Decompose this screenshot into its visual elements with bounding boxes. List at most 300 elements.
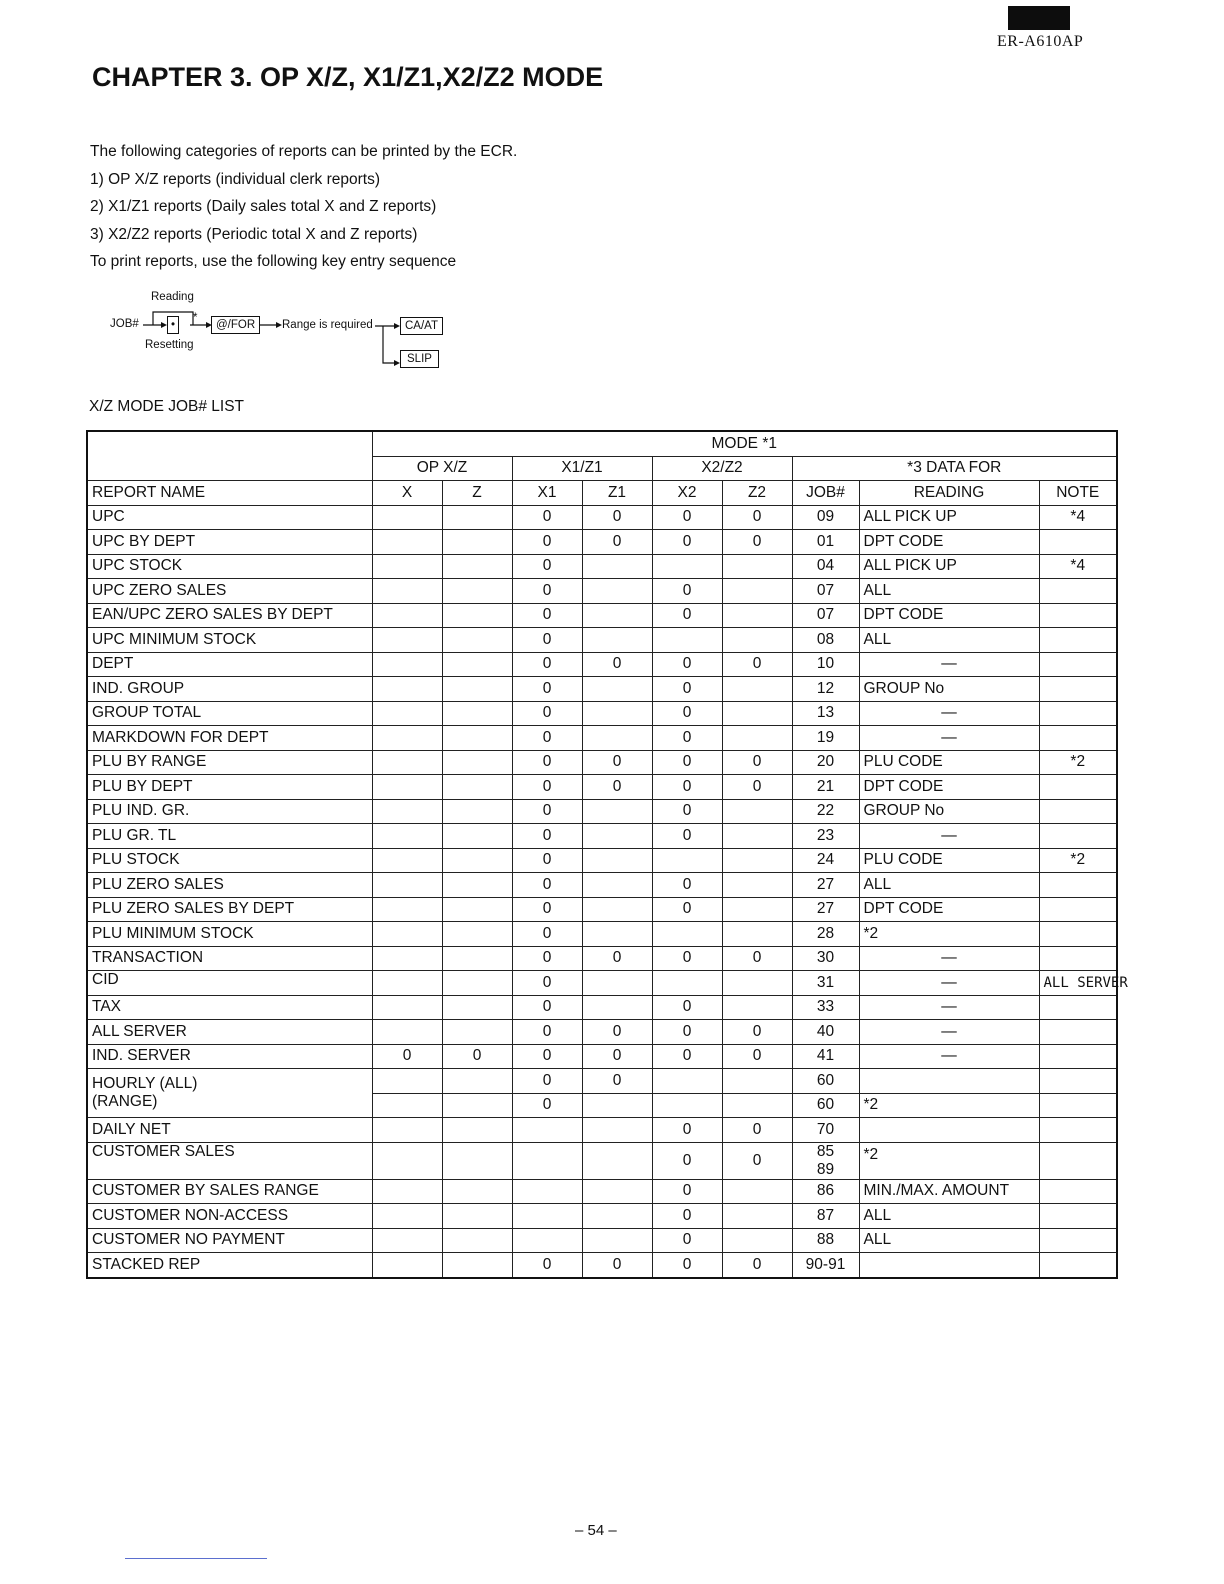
note-cell xyxy=(1039,677,1117,702)
cell xyxy=(372,799,442,824)
cell: 0 xyxy=(722,1253,792,1278)
cell: 0 xyxy=(652,1228,722,1253)
cell xyxy=(722,579,792,604)
cell xyxy=(372,1020,442,1045)
cell xyxy=(582,824,652,849)
cell xyxy=(582,971,652,996)
cell: 0 xyxy=(512,995,582,1020)
cell: 0 xyxy=(652,1179,722,1204)
cell: 0 xyxy=(512,1069,582,1094)
report-name: PLU ZERO SALES BY DEPT xyxy=(87,897,372,922)
cell xyxy=(582,726,652,751)
report-name: CUSTOMER NON-ACCESS xyxy=(87,1204,372,1229)
report-name: UPC MINIMUM STOCK xyxy=(87,628,372,653)
note-cell xyxy=(1039,1179,1117,1204)
job-number: 04 xyxy=(792,554,859,579)
cell xyxy=(582,873,652,898)
cell xyxy=(372,628,442,653)
cell: 0 xyxy=(512,1093,582,1118)
cell: 0 xyxy=(722,775,792,800)
cell xyxy=(372,1093,442,1118)
cell xyxy=(582,1228,652,1253)
job-list-table xyxy=(86,430,1128,1279)
cell: 0 xyxy=(652,897,722,922)
cell xyxy=(722,1179,792,1204)
report-name: CID xyxy=(87,971,372,996)
cell xyxy=(582,1142,652,1179)
note-cell xyxy=(1039,946,1117,971)
table-row xyxy=(87,750,1117,775)
cell xyxy=(582,1118,652,1143)
cell xyxy=(512,1179,582,1204)
cell: 0 xyxy=(512,971,582,996)
report-name: TAX xyxy=(87,995,372,1020)
reading-cell: ALL xyxy=(859,1228,1039,1253)
cell xyxy=(372,1118,442,1143)
cell: 0 xyxy=(652,946,722,971)
cell: 0 xyxy=(652,1204,722,1229)
cell: 0 xyxy=(582,505,652,530)
reading-cell: GROUP No xyxy=(859,677,1039,702)
table-row xyxy=(87,1069,1117,1094)
table-row xyxy=(87,1228,1117,1253)
intro-item: 3) X2/Z2 reports (Periodic total X and Z reports) xyxy=(90,225,418,243)
report-name: UPC STOCK xyxy=(87,554,372,579)
note-cell xyxy=(1039,652,1117,677)
table-row xyxy=(87,824,1117,849)
cell xyxy=(582,677,652,702)
job-number xyxy=(792,1142,859,1179)
cell xyxy=(442,1179,512,1204)
reading-cell: ALL xyxy=(859,1204,1039,1229)
column-header: X1 xyxy=(512,481,582,506)
note-cell xyxy=(1039,873,1117,898)
note-cell xyxy=(1039,1118,1117,1143)
job-number: 19 xyxy=(792,726,859,751)
job-number: 20 xyxy=(792,750,859,775)
reading-label: Reading xyxy=(151,291,194,303)
cell xyxy=(582,554,652,579)
reading-cell: — xyxy=(859,824,1039,849)
cell xyxy=(372,530,442,555)
note-cell xyxy=(1039,799,1117,824)
reading-cell: PLU CODE xyxy=(859,750,1039,775)
job-number: 08 xyxy=(792,628,859,653)
cell xyxy=(442,750,512,775)
cell xyxy=(442,848,512,873)
cell xyxy=(442,971,512,996)
note-cell: *4 xyxy=(1039,554,1117,579)
reading-cell: GROUP No xyxy=(859,799,1039,824)
report-name: CUSTOMER SALES xyxy=(87,1142,372,1179)
cell: 0 xyxy=(512,530,582,555)
job-number: 12 xyxy=(792,677,859,702)
cell xyxy=(442,1069,512,1094)
report-name: ALL SERVER xyxy=(87,1020,372,1045)
table-row xyxy=(87,946,1117,971)
job-number: 60 xyxy=(792,1093,859,1118)
note-cell xyxy=(1039,995,1117,1020)
cell xyxy=(442,628,512,653)
cell: 0 xyxy=(722,1044,792,1069)
table-row xyxy=(87,505,1117,530)
job-number: 60 xyxy=(792,1069,859,1094)
job-number: 24 xyxy=(792,848,859,873)
group-header: OP X/Z xyxy=(372,456,512,481)
cell: 0 xyxy=(512,505,582,530)
column-header: X2 xyxy=(652,481,722,506)
table-row xyxy=(87,1253,1117,1278)
header-black-tab xyxy=(1008,6,1070,30)
cell xyxy=(372,946,442,971)
job-number: 87 xyxy=(792,1204,859,1229)
table-row xyxy=(87,1142,1117,1179)
reading-cell xyxy=(859,1253,1039,1278)
job-number: 88 xyxy=(792,1228,859,1253)
cell xyxy=(582,1179,652,1204)
cell xyxy=(582,603,652,628)
table-row xyxy=(87,1204,1117,1229)
cell xyxy=(442,775,512,800)
cell: 0 xyxy=(652,1253,722,1278)
reading-cell: *2 xyxy=(859,1142,1039,1179)
note-cell xyxy=(1039,897,1117,922)
cell: 0 xyxy=(722,750,792,775)
star-label: * xyxy=(193,312,198,324)
cell: 0 xyxy=(722,530,792,555)
cell: 0 xyxy=(652,603,722,628)
job-number: 28 xyxy=(792,922,859,947)
cell xyxy=(722,848,792,873)
reading-cell: ALL xyxy=(859,873,1039,898)
note-cell xyxy=(1039,603,1117,628)
reading-cell: — xyxy=(859,701,1039,726)
cell xyxy=(372,652,442,677)
table-body-final xyxy=(87,1179,1117,1278)
job-number: 90-91 xyxy=(792,1253,859,1278)
job-number: 86 xyxy=(792,1179,859,1204)
cell: 0 xyxy=(512,628,582,653)
cell xyxy=(722,873,792,898)
hourly-name-line2: (RANGE) xyxy=(92,1093,158,1110)
note-cell xyxy=(1039,1204,1117,1229)
cell xyxy=(442,579,512,604)
cell xyxy=(442,897,512,922)
cell: 0 xyxy=(652,775,722,800)
table-body-hourly xyxy=(87,1069,1117,1118)
intro-lead: The following categories of reports can be printed by the ECR. xyxy=(90,143,518,160)
cell xyxy=(722,1228,792,1253)
cell xyxy=(442,554,512,579)
cell: 0 xyxy=(652,530,722,555)
cell: 0 xyxy=(512,750,582,775)
cell xyxy=(512,1118,582,1143)
report-name: MARKDOWN FOR DEPT xyxy=(87,726,372,751)
table-header xyxy=(87,431,1117,505)
reading-cell: — xyxy=(859,971,1039,996)
cell: 0 xyxy=(582,530,652,555)
intro-item: 1) OP X/Z reports (individual clerk reports) xyxy=(90,170,381,188)
job-number: 23 xyxy=(792,824,859,849)
range-required-label: Range is required xyxy=(282,319,373,331)
reading-cell: ALL xyxy=(859,579,1039,604)
table-row xyxy=(87,530,1117,555)
note-cell xyxy=(1039,775,1117,800)
column-header: X xyxy=(372,481,442,506)
report-name: TRANSACTION xyxy=(87,946,372,971)
note-cell xyxy=(1039,530,1117,555)
cell: 0 xyxy=(582,1253,652,1278)
table-row xyxy=(87,603,1117,628)
reading-cell: DPT CODE xyxy=(859,530,1039,555)
cell xyxy=(722,971,792,996)
cell xyxy=(722,995,792,1020)
cell: 0 xyxy=(722,652,792,677)
report-name: PLU IND. GR. xyxy=(87,799,372,824)
table-body-tail xyxy=(87,1118,1117,1143)
note-cell xyxy=(1039,1093,1117,1118)
cell xyxy=(652,922,722,947)
cell xyxy=(722,726,792,751)
cell xyxy=(442,995,512,1020)
cell: 0 xyxy=(512,726,582,751)
mode-header: MODE *1 xyxy=(372,431,1117,456)
cell: 0 xyxy=(512,848,582,873)
table-row xyxy=(87,995,1117,1020)
hourly-name-line1: HOURLY (ALL) xyxy=(92,1075,198,1092)
job-number: 27 xyxy=(792,873,859,898)
cell: 0 xyxy=(512,824,582,849)
table-body xyxy=(87,505,1128,1069)
intro-sequence-text: To print reports, use the following key entry sequence xyxy=(90,253,457,270)
table-row xyxy=(87,1044,1117,1069)
cell xyxy=(372,873,442,898)
cell xyxy=(442,1228,512,1253)
report-name: CUSTOMER NO PAYMENT xyxy=(87,1228,372,1253)
cell xyxy=(722,922,792,947)
note-cell xyxy=(1039,1044,1117,1069)
cell xyxy=(582,701,652,726)
column-header: NOTE xyxy=(1039,481,1117,506)
reading-cell: — xyxy=(859,1020,1039,1045)
cell xyxy=(442,922,512,947)
cell xyxy=(442,1093,512,1118)
cell xyxy=(582,897,652,922)
cell: 0 xyxy=(512,652,582,677)
job-number: 13 xyxy=(792,701,859,726)
cell xyxy=(372,505,442,530)
job-number: 40 xyxy=(792,1020,859,1045)
cell xyxy=(722,677,792,702)
job-number: 27 xyxy=(792,897,859,922)
cell: 0 xyxy=(722,1118,792,1143)
note-cell xyxy=(1039,701,1117,726)
note-cell xyxy=(1039,1228,1117,1253)
job-number: 70 xyxy=(792,1118,859,1143)
cell xyxy=(372,971,442,996)
column-header: Z1 xyxy=(582,481,652,506)
cell: 0 xyxy=(722,946,792,971)
cell xyxy=(442,530,512,555)
report-name: GROUP TOTAL xyxy=(87,701,372,726)
cell xyxy=(372,1204,442,1229)
report-name: PLU BY DEPT xyxy=(87,775,372,800)
intro-text xyxy=(90,142,517,280)
table-row xyxy=(87,922,1117,947)
table-row xyxy=(87,628,1117,653)
model-number: ER-A610AP xyxy=(997,33,1084,50)
reading-cell: — xyxy=(859,726,1039,751)
cell xyxy=(722,554,792,579)
note-cell xyxy=(1039,1020,1117,1045)
cell xyxy=(372,922,442,947)
data-for-header: *3 DATA FOR xyxy=(792,456,1117,481)
cell xyxy=(442,726,512,751)
cell xyxy=(582,628,652,653)
cell xyxy=(372,726,442,751)
reading-cell: — xyxy=(859,946,1039,971)
resetting-label: Resetting xyxy=(145,339,194,351)
cell xyxy=(442,1142,512,1179)
cell: 0 xyxy=(512,677,582,702)
reading-cell xyxy=(859,1069,1039,1094)
header-blank xyxy=(87,431,372,481)
report-name: PLU STOCK xyxy=(87,848,372,873)
cell xyxy=(722,1204,792,1229)
cell: 0 xyxy=(652,726,722,751)
cell: 0 xyxy=(722,1020,792,1045)
cell: 0 xyxy=(512,603,582,628)
table-body-customer xyxy=(87,1142,1117,1179)
cell xyxy=(512,1204,582,1229)
cell xyxy=(722,701,792,726)
cell: 0 xyxy=(722,1142,792,1179)
reading-cell xyxy=(859,1118,1039,1143)
cell xyxy=(372,848,442,873)
cell xyxy=(372,677,442,702)
cell: 0 xyxy=(652,652,722,677)
cell xyxy=(442,873,512,898)
cell xyxy=(442,1253,512,1278)
reading-cell: *2 xyxy=(859,1093,1039,1118)
note-cell xyxy=(1039,579,1117,604)
cell xyxy=(372,897,442,922)
cell xyxy=(372,1069,442,1094)
job-number: 31 xyxy=(792,971,859,996)
note-cell xyxy=(1039,628,1117,653)
cell: 0 xyxy=(652,677,722,702)
column-header: READING xyxy=(859,481,1039,506)
report-name: PLU GR. TL xyxy=(87,824,372,849)
report-name: UPC BY DEPT xyxy=(87,530,372,555)
cell xyxy=(442,1118,512,1143)
cell: 0 xyxy=(512,873,582,898)
table-row xyxy=(87,1179,1117,1204)
cell xyxy=(722,628,792,653)
cell xyxy=(582,922,652,947)
table-row xyxy=(87,554,1117,579)
report-name: UPC xyxy=(87,505,372,530)
job-number: 07 xyxy=(792,579,859,604)
cell xyxy=(372,701,442,726)
cell: 0 xyxy=(582,946,652,971)
reading-cell: — xyxy=(859,1044,1039,1069)
table-row xyxy=(87,971,1117,996)
job-number-line1: 85 xyxy=(816,1142,835,1160)
cell xyxy=(442,824,512,849)
cell xyxy=(372,775,442,800)
cell xyxy=(372,603,442,628)
cell xyxy=(442,1020,512,1045)
cell: 0 xyxy=(512,1044,582,1069)
cell xyxy=(372,1179,442,1204)
cell: 0 xyxy=(652,824,722,849)
cell xyxy=(372,824,442,849)
table-title: X/Z MODE JOB# LIST xyxy=(89,398,245,415)
job-number: 33 xyxy=(792,995,859,1020)
column-header: Z2 xyxy=(722,481,792,506)
intro-item: 2) X1/Z1 reports (Daily sales total X and Z reports) xyxy=(90,198,437,215)
cell: 0 xyxy=(652,701,722,726)
reading-cell: DPT CODE xyxy=(859,603,1039,628)
slip-key: SLIP xyxy=(400,350,439,368)
note-cell: ALL SERVER xyxy=(1039,971,1117,996)
report-name: PLU MINIMUM STOCK xyxy=(87,922,372,947)
job-number: 10 xyxy=(792,652,859,677)
cell xyxy=(442,677,512,702)
cell: 0 xyxy=(582,1044,652,1069)
group-header: X2/Z2 xyxy=(652,456,792,481)
cell xyxy=(582,579,652,604)
reading-cell: DPT CODE xyxy=(859,775,1039,800)
cell: 0 xyxy=(652,1118,722,1143)
cell xyxy=(442,505,512,530)
page-number: – 54 – xyxy=(575,1522,617,1539)
table-row xyxy=(87,579,1117,604)
note-cell: *2 xyxy=(1039,750,1117,775)
cell xyxy=(442,701,512,726)
job-number: 01 xyxy=(792,530,859,555)
cell xyxy=(652,1069,722,1094)
cell: 0 xyxy=(582,1069,652,1094)
table-row xyxy=(87,726,1117,751)
cell: 0 xyxy=(652,750,722,775)
cell xyxy=(722,824,792,849)
key-sequence-diagram xyxy=(106,288,466,378)
report-name: PLU ZERO SALES xyxy=(87,873,372,898)
dot-key: • xyxy=(167,316,179,334)
job-number: 30 xyxy=(792,946,859,971)
cell: 0 xyxy=(512,1020,582,1045)
cell: 0 xyxy=(652,1142,722,1179)
cell xyxy=(372,554,442,579)
cell xyxy=(652,554,722,579)
cell: 0 xyxy=(512,897,582,922)
note-cell xyxy=(1039,824,1117,849)
cell: 0 xyxy=(442,1044,512,1069)
cell: 0 xyxy=(582,652,652,677)
cell: 0 xyxy=(512,554,582,579)
note-cell: *2 xyxy=(1039,848,1117,873)
cell xyxy=(582,1204,652,1229)
cell xyxy=(442,1204,512,1229)
group-header: X1/Z1 xyxy=(512,456,652,481)
table-row xyxy=(87,1020,1117,1045)
cell xyxy=(652,848,722,873)
cell xyxy=(652,1093,722,1118)
cell xyxy=(372,1253,442,1278)
reading-cell: ALL PICK UP xyxy=(859,505,1039,530)
